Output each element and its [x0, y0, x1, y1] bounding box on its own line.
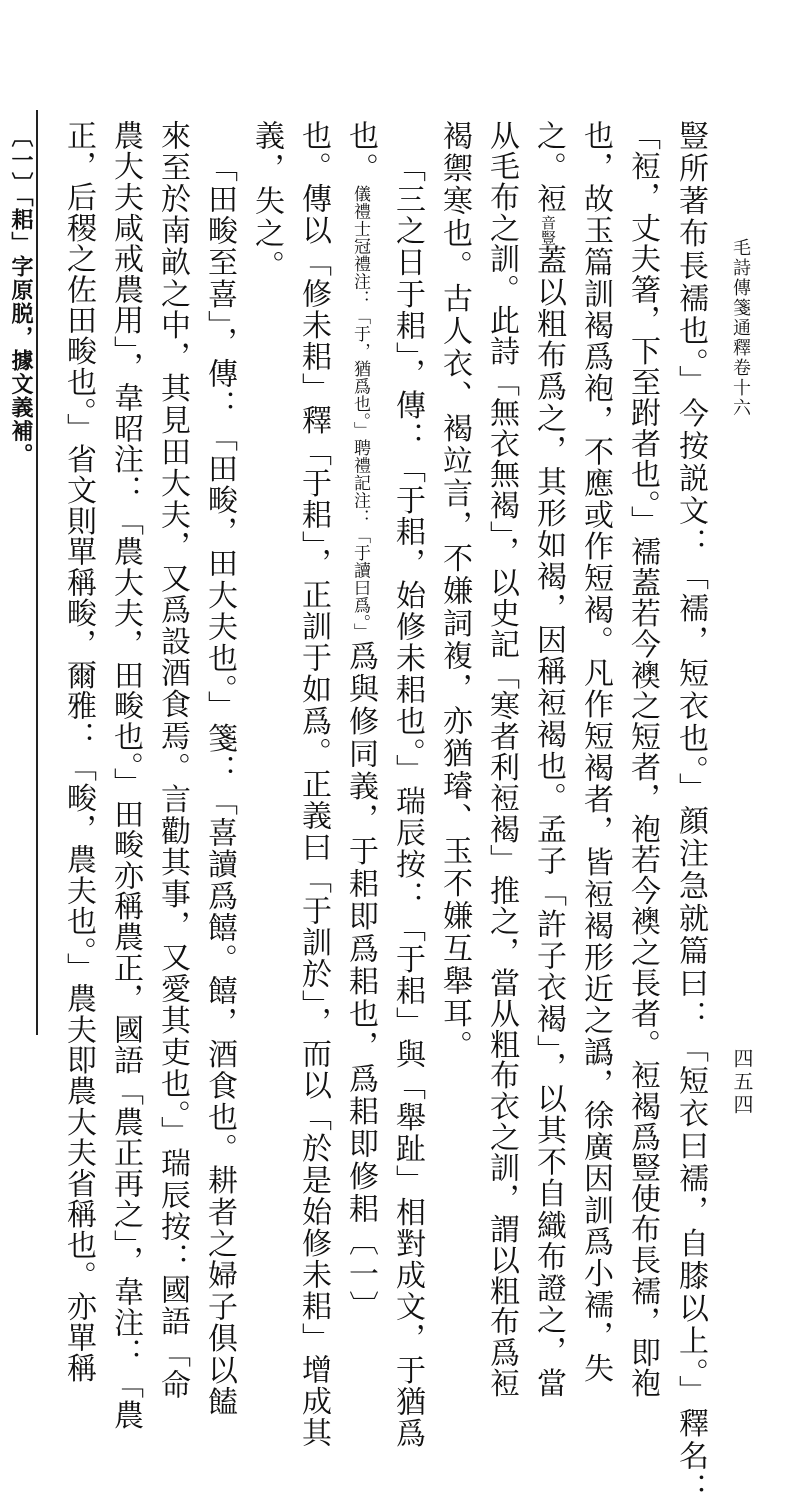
text-column-3: 也，故玉篇訓褐爲袍，不應或作短褐。凡作短褐者，皆裋褐形近之譌，徐廣因訓爲小襦，失 — [578, 120, 613, 1384]
text-column-8-b: 爲與修同義，于耜即爲耜也，爲耜即修耜〔一〕 — [343, 640, 378, 1323]
text-column-13: 農大夫咸戒農用」，韋昭注：「農大夫，田畯也。」田畯亦稱農正，國語「農正再之」，韋注：「農 — [108, 120, 143, 1431]
text-column-8-annotation: 儀禮士冠禮注：「于，猶爲也。」聘禮記注：「于讀曰爲。」 — [350, 185, 370, 641]
text-column-7: 「三之日于耜」，傳：「于耜，始修未耜也。」瑞辰按：「于耜」與「舉趾」相對成文，于猶爲 — [390, 152, 425, 1450]
text-column-14: 正，后稷之佐田畯也。」省文則單稱畯，爾雅：「畯，農夫也。」農夫即農大夫省稱也。亦單稱 — [61, 120, 96, 1384]
text-column-4-small-a: 裋 — [531, 183, 566, 215]
text-column-8-a: 也。 — [343, 120, 378, 185]
footnote: 〔一〕「耜」字原脱，據文義補。 — [8, 125, 34, 467]
text-column-2: 「裋，丈夫箸，下至跗者也。」襦蓋若今襖之短者，袍若今襖之長者。裋褐爲豎使布長襦，即袍 — [625, 120, 660, 1399]
text-column-8 — [342, 120, 378, 1323]
text-column-5: 从毛布之訓。此詩「無衣無褐」，以史記「寒者利裋褐」推之，當从粗布衣之訓，謂以粗布爲裋 — [484, 120, 519, 1399]
text-column-4 — [530, 120, 566, 1400]
text-column-1: 豎所著布長襦也。」今按説文：「襦，短衣也。」顔注急就篇曰：「短衣曰襦，自膝以上。」釋名： — [673, 120, 708, 1505]
text-column-11: 「田畯至喜」，傳：「田畯，田大夫也。」箋：「喜讀爲饎。饎，酒食也。耕者之婦子俱以饁 — [202, 152, 237, 1418]
running-header-title: 毛詩傳箋通釋卷十六 — [730, 238, 751, 418]
text-column-10: 義，失之。 — [249, 120, 284, 283]
text-column-12: 來至於南畝之中，其見田大夫，又爲設酒食焉。言勸其事，又愛其吏也。」瑞辰按：國語「命 — [155, 120, 190, 1401]
text-column-6: 褐禦寒也。古人衣、褐竝言，不嫌詞複，亦猶璿、玉不嫌互舉耳。 — [437, 120, 472, 1063]
text-column-4-a: 之。 — [531, 120, 566, 184]
text-column-4-annotation: 音豎 — [539, 214, 557, 245]
text-column-9: 也。傳以「修未耜」釋「于耜」，正訓于如爲。正義曰「于訓於」，而以「於是始修未耜」增成其 — [296, 120, 331, 1449]
page-number: 四五四 — [730, 1048, 754, 1117]
text-column-4-b: 蓋以粗布爲之，其形如褐，因稱裋褐也。孟子「許子衣褐」，以其不自織布證之，當 — [531, 244, 566, 1400]
